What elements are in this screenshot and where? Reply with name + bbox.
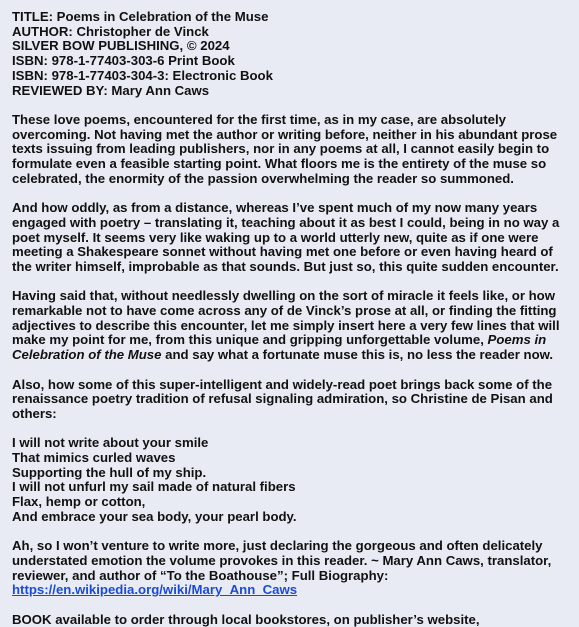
poem-excerpt bbox=[12, 436, 567, 524]
review-paragraph-5 bbox=[12, 539, 567, 598]
availability-line: BOOK available to order through local bookstores, on publisher’s website, bbox=[12, 611, 480, 627]
book-title-italic: Poems in Celebration of the Muse bbox=[12, 332, 547, 363]
publisher-line: SILVER BOW PUBLISHING, © 2024 bbox=[12, 38, 230, 54]
poem-line: Flax, hemp or cotton, bbox=[12, 494, 146, 510]
p3-text-before: Having said that, without needlessly dwelling on the sort of miracle it feels like, or how remarkable not to have come across any of de Vinck’s prose at all, or finding the fitting adjectives to describe this encounter, let me simply insert here a very few lines that will make my point for me, from this unique and gripping unforgettable volume, bbox=[12, 288, 560, 348]
p3-text-after: and say what a fortunate muse this is, no less the reader now. bbox=[161, 347, 554, 363]
p5-text: Ah, so I won’t venture to write more, just declaring the gorgeous and often delicately understated emotion the volume provokes in this reader. ~ Mary Ann Caws, translator, reviewer, and author of “To the Boathouse”; Full Biography: bbox=[12, 538, 552, 583]
review-paragraph-3 bbox=[12, 289, 567, 363]
title-line: TITLE: Poems in Celebration of the Muse bbox=[12, 9, 269, 24]
review-paragraph-2: And how oddly, as from a distance, whereas I’ve spent much of my now many years engaged with poetry – translating it, teaching about it as best I could, being in no way a poet myself. It seems very like waking up to a world utterly new, quite as if one were meeting a Shakespeare sonnet without having met one before or even having heard of the writer himself, improbable as that sounds. But just so, this quite sudden encounter. bbox=[12, 200, 560, 274]
reviewer-line: REVIEWED BY: Mary Ann Caws bbox=[12, 82, 210, 98]
poem-line: And embrace your sea body, your pearl body. bbox=[12, 508, 297, 524]
poem-line: Supporting the hull of my ship. bbox=[12, 464, 207, 480]
review-paragraph-1: These love poems, encountered for the first time, as in my case, are absolutely overcoming. Not having met the author or writing before, neither in his abundant prose texts issuing from leading publishers, nor in any poems at all, I cannot easily begin to formulate even a feasible starting point. What floors me is the entirety of the muse so celebrated, the enormity of the passion overwhelming the reader so summoned. bbox=[12, 111, 558, 186]
poem-line: I will not write about your smile bbox=[12, 435, 209, 451]
isbn-ebook-line: ISBN: 978-1-77403-304-3: Electronic Book bbox=[12, 67, 273, 83]
review-paragraph-4: Also, how some of this super-intelligent and widely-read poet brings back some of the renaissance poetry tradition of refusal signaling admiration, so Christine de Pisan and others: bbox=[12, 376, 553, 421]
book-metadata bbox=[12, 10, 567, 98]
biography-link[interactable]: https://en.wikipedia.org/wiki/Mary_Ann_Caws bbox=[12, 582, 298, 598]
author-line: AUTHOR: Christopher de Vinck bbox=[12, 23, 209, 39]
poem-line: That mimics curled waves bbox=[12, 450, 176, 466]
isbn-print-line: ISBN: 978-1-77403-303-6 Print Book bbox=[12, 53, 235, 69]
poem-line: I will not unfurl my sail made of natural fibers bbox=[12, 479, 296, 495]
